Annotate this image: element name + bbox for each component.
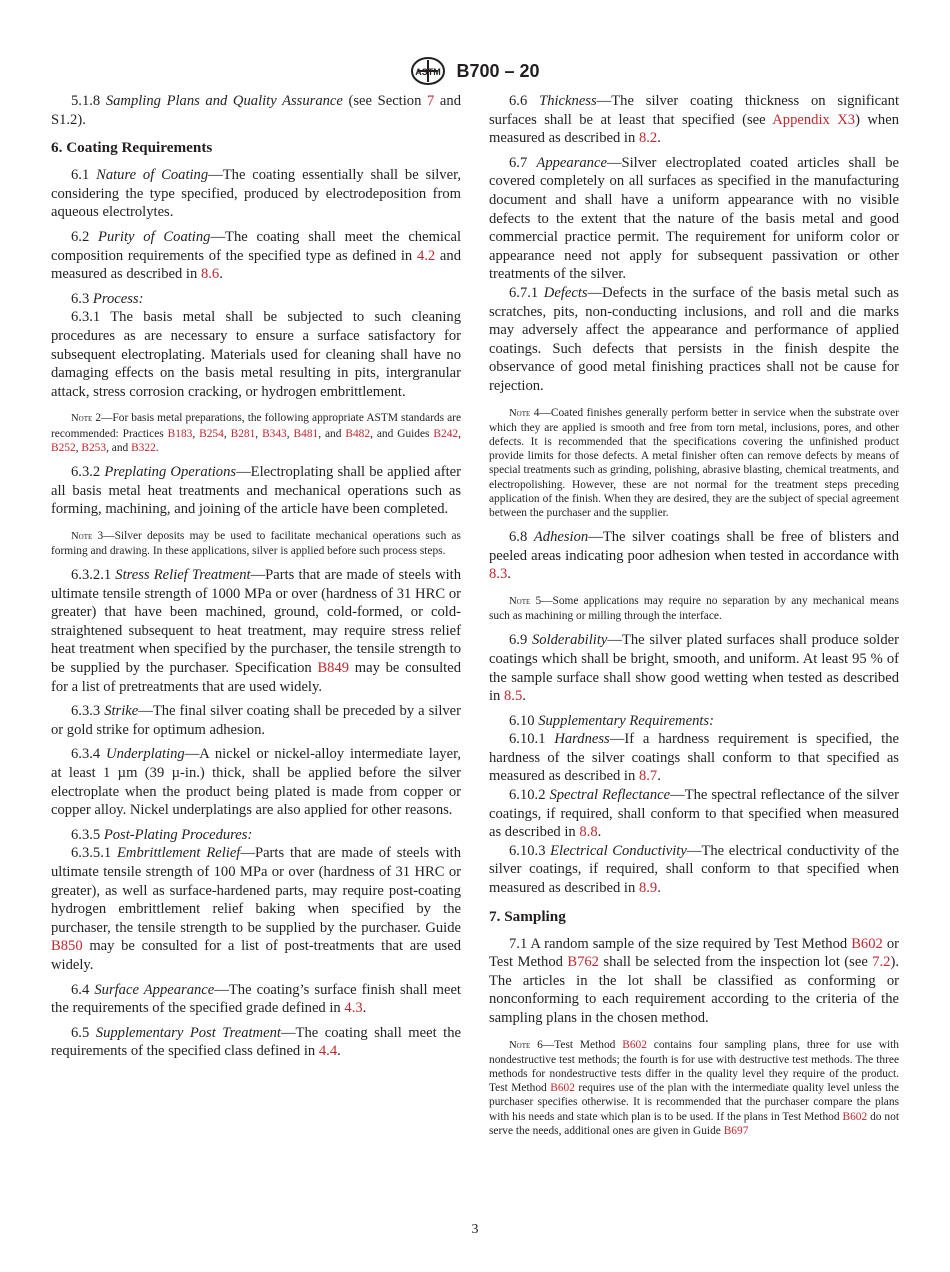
link-b602[interactable]: B602 [550,1082,575,1095]
para-6-3-4: 6.3.4 Underplating—A nickel or nickel-alloy intermediate layer, at least 1 µm (39 µ-in.) thick, shall be applied before the silver electroplate when the product being plated is made from copper or copper alloy. Nickel underplatings are also applied for other reasons. [51,746,461,819]
link-b242[interactable]: B242 [433,427,459,440]
link-8-3[interactable]: 8.3 [489,566,508,583]
section-heading-6: 6. Coating Requirements [51,139,213,157]
link-b254[interactable]: B254 [199,427,224,440]
para-6-2: 6.2 Purity of Coating—The coating shall meet the chemical composition requirements of the specified type as defined in 4.2 and measured as described in 8.6. [51,228,461,283]
para-6-6: 6.6 Thickness—The silver coating thickness on significant surfaces shall be at least that specified (see Appendix X3) when measured as described in 8.2. [489,93,899,147]
para-7-1: 7.1 A random sample of the size required by Test Method B602 or Test Method B762 shall be selected from the inspection lot (see 7.2). The articles in the lot shall be classified as conforming or nonconforming to each requirement according to the criteria of the sampling plans in the chosen method. [489,935,899,1026]
para-6-3-5: 6.3.5 Post-Plating Procedures: [71,826,253,843]
page-number: 3 [471,1222,479,1237]
link-b602[interactable]: B602 [842,1110,868,1123]
link-b762[interactable]: B762 [567,954,599,971]
para-6-10-2: 6.10.2 Spectral Reflectance—The spectral reflectance of the silver coatings, if required, shall conform to that specified when measured as described in 8.8. [489,787,899,841]
link-b183[interactable]: B183 [167,427,193,440]
link-8-6[interactable]: 8.6 [200,266,220,283]
svg-text:ASTM: ASTM [415,67,442,77]
link-8-2[interactable]: 8.2 [638,130,658,147]
note-4: Note 4—Coated finishes generally perform better in service when the substrate over which they are applied is smooth and free from torn metal, inclusions, pores, and other defects. It is recommended that the specifications covering the unfinished product provide limits for those defects. A metal finisher often can remove defects by means of special treatments such as grinding, polishing, abrasive blasting, chemical treatments, and electropolishing. However, these are not normal for the treatment steps preceding application of the finish. When they are desired, they are the subject of special agreement between the purchaser and the supplier. [489,406,899,519]
para-6-8: 6.8 Adhesion—The silver coatings shall be free of blisters and peeled areas indicating poor adhesion when tested in accordance with 8.3. [489,529,899,583]
link-b252[interactable]: B252 [51,441,76,454]
link-b482[interactable]: B482 [345,427,371,440]
link-b602[interactable]: B602 [622,1038,647,1051]
para-6-1: 6.1 Nature of Coating—The coating essentially shall be silver, considering the type specified, produced by electrodeposition from aqueous electrolytes. [51,167,461,221]
link-b849[interactable]: B849 [317,660,350,677]
link-b481[interactable]: B481 [293,427,319,440]
para-6-10-3: 6.10.3 Electrical Conductivity—The electrical conductivity of the silver coatings, if required, shall conform to that specified when measured as described in 8.9. [489,842,899,897]
para-6-7: 6.7 Appearance—Silver electroplated coated articles shall be covered completely on all surfaces as specified in the manufacturing document and shall have a uniform appearance with no visible defects to the extent that the nature of the basis metal and good commercial practice permit. The requirement for uniform color or appearance need not apply for subsequent passivation or other treatments of the silver. [489,154,900,283]
para-6-10: 6.10 Supplementary Requirements: [509,712,714,729]
link-b343[interactable]: B343 [262,427,287,440]
link-8-9[interactable]: 8.9 [638,880,658,897]
para-6-4: 6.4 Surface Appearance—The coating’s surface finish shall meet the requirements of the specified grade defined in 4.3. [51,981,461,1017]
note-2: Note 2—For basis metal preparations, the following appropriate ASTM standards are recommended: Practices B183, B254, B281, B343, B481, and B482, and Guides B242, B252, B253, and B322. [51,412,462,454]
link-b281[interactable]: B281 [230,427,256,440]
link-b850[interactable]: B850 [51,938,83,955]
standard-code: B700 – 20 [456,60,540,81]
link-8-5[interactable]: 8.5 [504,688,523,705]
para-6-5: 6.5 Supplementary Post Treatment—The coating shall meet the requirements of the specified class defined in 4.4. [51,1024,461,1060]
link-b697[interactable]: B697 [723,1124,749,1137]
para-6-9: 6.9 Solderability—The silver plated surfaces shall produce solder coatings which shall be bright, smooth, and uniform. At least 95 % of the sample surface shall show good wetting when tested as described in 8.5. [489,632,900,705]
para-6-3: 6.3 Process: [71,290,144,307]
para-6-3-3: 6.3.3 Strike—The final silver coating shall be preceded by a silver or gold strike for optimum adhesion. [51,703,462,738]
link-appendix-x3[interactable]: Appendix X3 [772,111,856,128]
note-5: Note 5—Some applications may require no separation by any mechanical means such as machining or milling through the interface. [489,594,899,623]
link-4-4[interactable]: 4.4 [318,1043,338,1060]
para-5-1-8: 5.1.8 Sampling Plans and Quality Assurance (see Section 7 and S1.2). [51,93,461,128]
page-header [0,56,950,86]
para-6-3-2-1: 6.3.2.1 Stress Relief Treatment—Parts that are made of steels with ultimate tensile strength of 1000 MPa or over (hardness of 31 HRC or greater) that have been machined, ground, cold-formed, or cold-straightened subsequent to heat treatment, may require stress relief heat treatment when specified by the purchaser, the tensile strength to be supplied by the purchaser. Specification B849 may be consulted for a list of pretreatments that are used widely. [51,567,462,695]
link-b322[interactable]: B322 [131,441,156,454]
section-heading-7: 7. Sampling [489,907,566,925]
left-column [51,92,461,1067]
link-b253[interactable]: B253 [81,441,107,454]
para-6-7-1: 6.7.1 Defects—Defects in the surface of the basis metal such as scratches, pits, non-conducting inclusions, and roll and die marks may adversely affect the appearance and performance of applied coatings. Such defects that persists in the finish despite the observance of good metal finishing practices shall not be cause for rejection. [489,284,899,394]
right-column [489,92,899,1146]
para-6-3-1: 6.3.1 The basis metal shall be subjected to such cleaning procedures as are necessary to ensure a surface satisfactory for subsequent electroplating. Materials used for cleaning shall have no damaging effects on the basis metal resulting in pits, intergranular attack, stress corrosion cracking, or hydrogen embrittlement. [51,309,461,400]
link-7-2[interactable]: 7.2 [872,954,891,971]
para-6-3-2: 6.3.2 Preplating Operations—Electroplating shall be applied after all basis metal heat treatments and mechanical operations such as forming, machining, and joining of the article have been completed. [51,463,461,518]
link-4-3[interactable]: 4.3 [344,1000,363,1017]
link-7[interactable]: 7 [427,93,435,109]
link-8-8[interactable]: 8.8 [579,824,598,841]
link-b602[interactable]: B602 [851,935,883,952]
note-3: Note 3—Silver deposits may be used to facilitate mechanical operations such as forming and drawing. In these applications, silver is applied before such process steps. [51,529,461,557]
link-8-7[interactable]: 8.7 [638,768,658,785]
link-4-2[interactable]: 4.2 [416,247,436,264]
para-6-3-5-1: 6.3.5.1 Embrittlement Relief—Parts that are made of steels with ultimate tensile strength of 100 MPa or over (hardness of 31 HRC or greater), as well as surface-hardened parts, may require post-coating hydrogen embrittlement relief baking when specified by the purchaser, the tensile strength to be supplied by the purchaser. Guide B850 may be consulted for a list of post-treatments that are used widely. [51,845,461,973]
note-6: Note 6—Test Method B602 contains four sampling plans, three for use with nondestructive test methods; the fourth is for use with destructive test methods. The three methods for nondestructive tests differ in the quality level they require of the product. Test Method B602 requires use of the plan with the intermediate quality level unless the purchaser specifies otherwise. It is recommended that the purchaser compare the plans with his needs and state which plan is to be used. If the plans in Test Method B602 do not serve the needs, additional ones are given in Guide B697 [489,1038,899,1137]
astm-logo-icon [410,56,446,86]
para-6-10-1: 6.10.1 Hardness—If a hardness requirement is specified, the hardness of the silver coatings shall conform to that specified as measured as described in 8.7. [489,731,899,785]
